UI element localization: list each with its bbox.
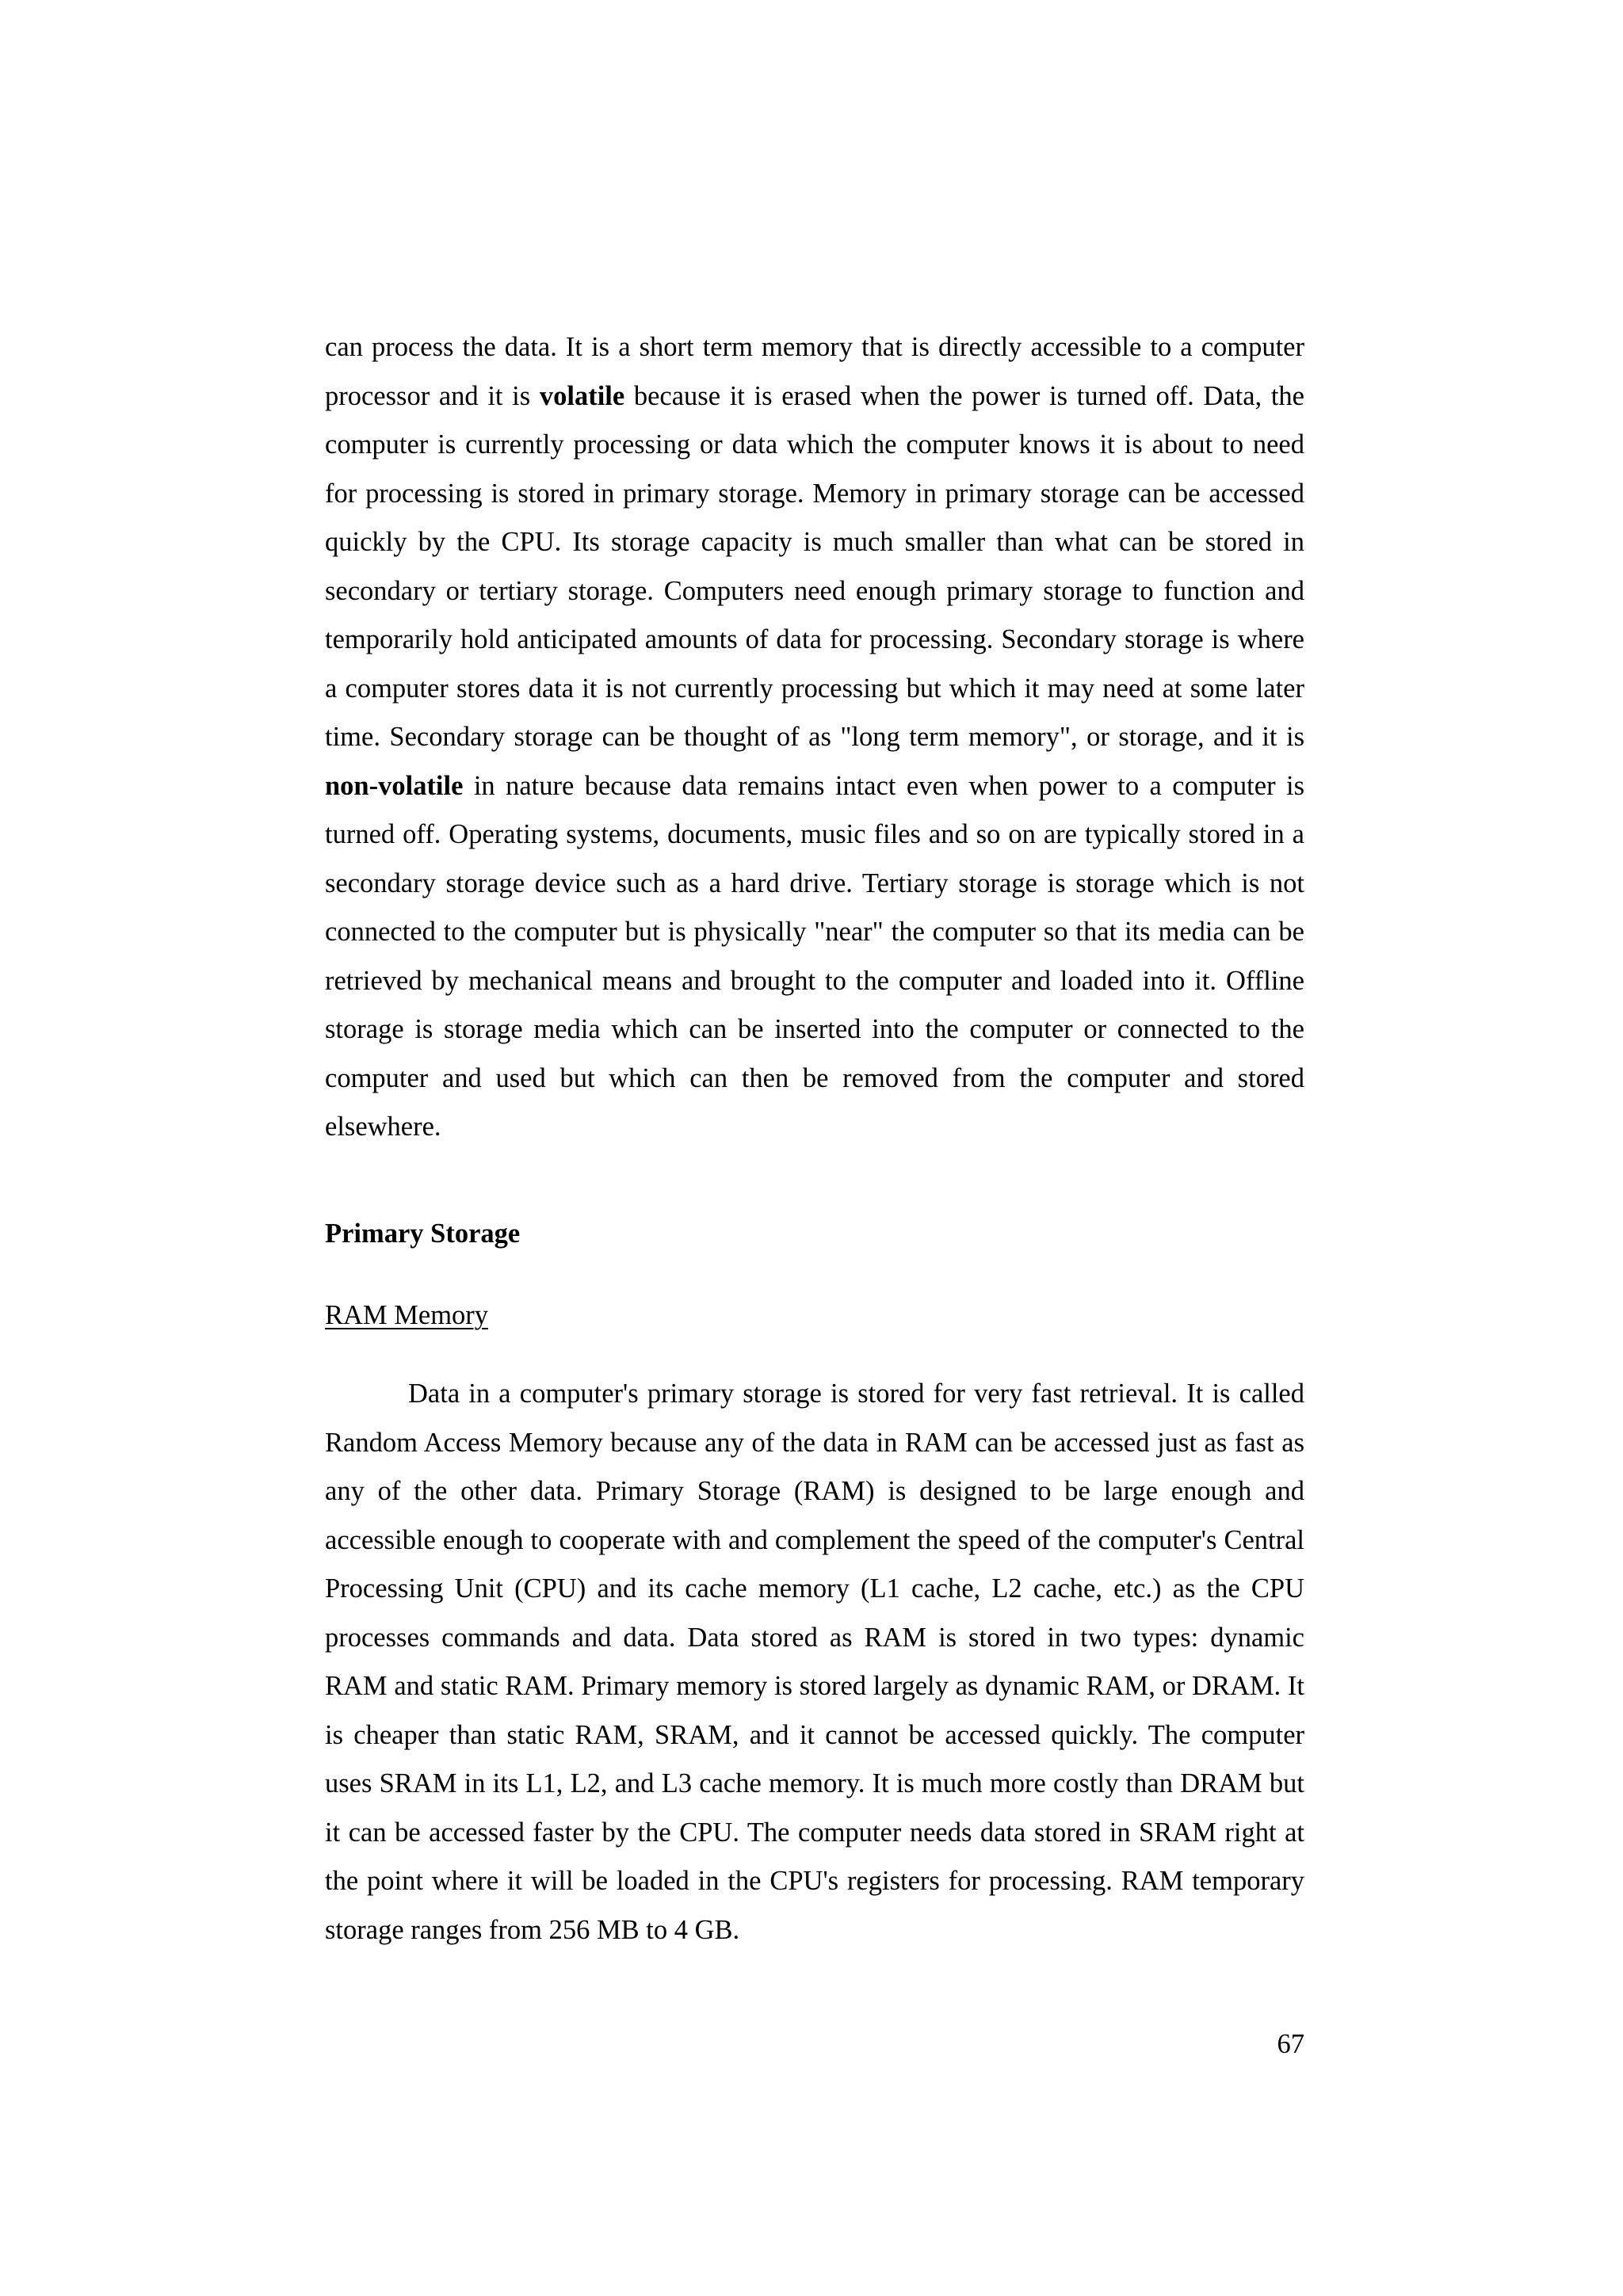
page-number: 67 <box>1277 2029 1304 2059</box>
section-heading-primary-storage: Primary Storage <box>325 1219 521 1249</box>
term-volatile: volatile <box>539 380 625 411</box>
term-non-volatile: non-volatile <box>325 770 464 801</box>
intro-text-part-2: because it is erased when the power is turned off. Data, the computer is currently processing or data which the computer knows it is about to need for processing is stored in primary storage. Memory in primary storage can be accessed quickly by the CPU. Its storage capacity is much smaller than what can be stored in secondary or tertiary storage. Computers need enough primary storage to function and temporarily hold anticipated amounts of data for processing. Secondary storage is where a computer stores data it is not currently processing but which it may need at some later time. Secondary storage can be thought of as "long term memory", or storage, and it is <box>325 380 1304 752</box>
intro-paragraph <box>325 323 1304 1152</box>
intro-text-part-3: in nature because data remains intact even when power to a computer is turned off. Operating systems, documents, music files and so on are typically stored in a secondary storage device such as a hard drive. Tertiary storage is storage which is not connected to the computer but is physically "near" the computer so that its media can be retrieved by mechanical means and brought to the computer and loaded into it. Offline storage is storage media which can be inserted into the computer or connected to the computer and used but which can then be removed from the computer and stored elsewhere. <box>325 770 1304 1142</box>
ram-paragraph: Data in a computer's primary storage is stored for very fast retrieval. It is called Random Access Memory because any of the data in RAM can be accessed just as fast as any of the other data. Primary Storage (RAM) is designed to be large enough and accessible enough to cooperate with and complement the speed of the computer's Central Processing Unit (CPU) and its cache memory (L1 cache, L2 cache, etc.) as the CPU processes commands and data. Data stored as RAM is stored in two types: dynamic RAM and static RAM. Primary memory is stored largely as dynamic RAM, or DRAM. It is cheaper than static RAM, SRAM, and it cannot be accessed quickly. The computer uses SRAM in its L1, L2, and L3 cache memory. It is much more costly than DRAM but it can be accessed faster by the CPU. The computer needs data stored in SRAM right at the point where it will be loaded in the CPU's registers for processing. RAM temporary storage ranges from 256 MB to 4 GB. <box>325 1379 1304 1945</box>
intro-text-part-1: can process the data. It is a short term memory that is directly accessible to a computer processor and it is <box>325 332 1304 411</box>
subsection-heading-ram-memory: RAM Memory <box>325 1300 489 1330</box>
